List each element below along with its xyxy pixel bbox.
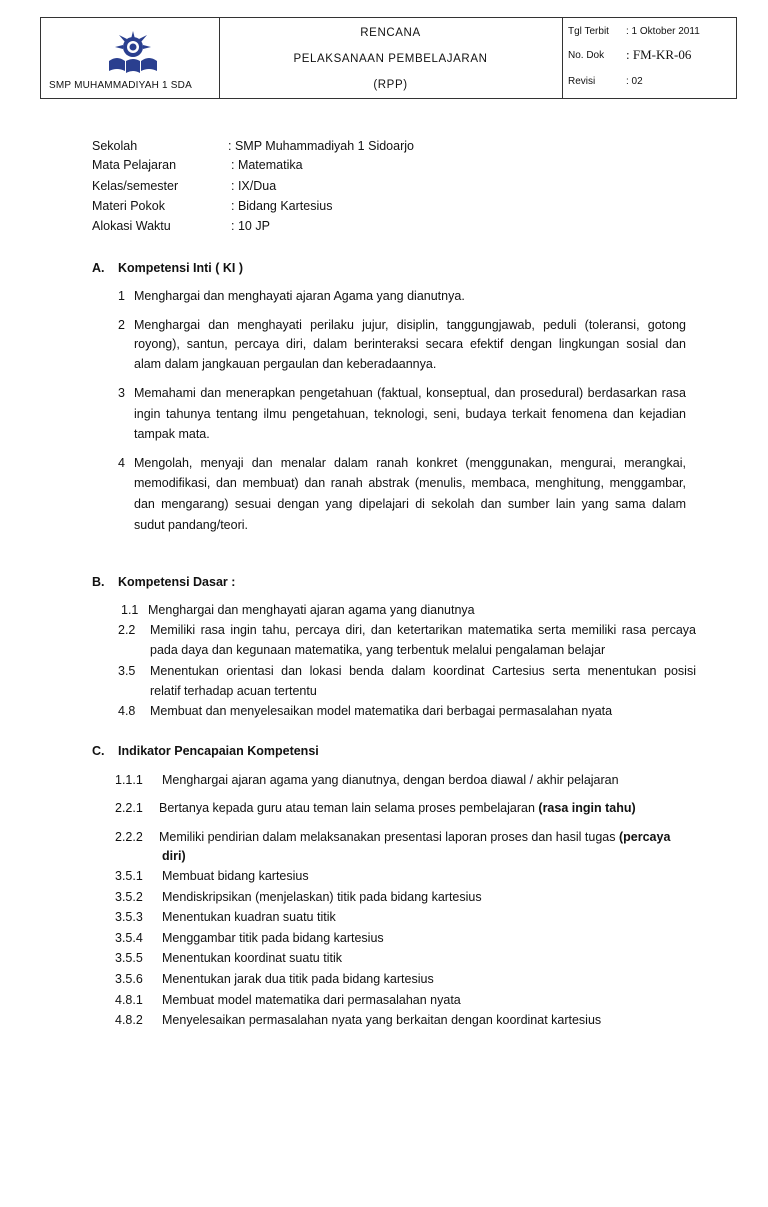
identity-label: Alokasi Waktu — [92, 219, 171, 233]
meta-label: Revisi — [568, 76, 596, 87]
indicator-number: 3.5.3 — [115, 910, 143, 924]
indicator-text — [159, 798, 636, 818]
item-text: pada daya dan kegunaan matematika, yang terbentuk melalui pengalaman belajar — [150, 643, 606, 657]
identity-value: : 10 JP — [231, 219, 270, 233]
school-name: SMP MUHAMMADIYAH 1 SDA — [49, 80, 192, 91]
indicator-plain: Bertanya kepada guru atau teman lain selama proses pembelajaran — [159, 801, 539, 815]
indicator-text: Menentukan jarak dua titik pada bidang kartesius — [162, 972, 434, 986]
indicator-text: Menggambar titik pada bidang kartesius — [162, 931, 384, 945]
identity-label: Mata Pelajaran — [92, 158, 177, 172]
section-letter: C. — [92, 744, 105, 758]
item-number: 3.5 — [118, 664, 136, 678]
indicator-text: Membuat model matematika dari permasalahan nyata — [162, 993, 461, 1007]
identity-value: : SMP Muhammadiyah 1 Sidoarjo — [228, 139, 414, 153]
item-text: Menentukan orientasi dan lokasi benda dalam koordinat Cartesius serta menentukan posisi — [150, 664, 696, 678]
section-title: Kompetensi Dasar : — [118, 575, 236, 589]
item-text: royong), santun, percaya diri, dalam berinteraksi secara efektif dengan lingkungan sosial dan — [134, 337, 686, 351]
indicator-number: 4.8.1 — [115, 993, 143, 1007]
indicator-number: 3.5.5 — [115, 951, 143, 965]
identity-label: Kelas/semester — [92, 179, 179, 193]
indicator-number: 1.1.1 — [115, 773, 143, 787]
indicator-number: 3.5.6 — [115, 972, 143, 986]
muhammadiyah-logo-icon — [103, 27, 163, 77]
meta-issue-date — [568, 26, 700, 37]
indicator-text: Mendiskripsikan (menjelaskan) titik pada bidang kartesius — [162, 890, 482, 904]
item-number: 4 — [118, 456, 125, 470]
item-text: relatif terhadap acuan tertentu — [150, 684, 317, 698]
indicator-text: Menentukan koordinat suatu titik — [162, 951, 342, 965]
item-text: Membuat dan menyelesaikan model matematika dari berbagai permasalahan nyata — [150, 704, 613, 718]
identity-value: : Matematika — [231, 158, 303, 172]
item-number: 2.2 — [118, 623, 136, 637]
header-meta-cell — [562, 18, 736, 98]
indicator-number: 3.5.4 — [115, 931, 143, 945]
title-line-3: (RPP) — [373, 79, 408, 91]
item-text: alam dalam jangkauan pergaulan dan keberadaannya. — [134, 357, 437, 371]
identity-label: Materi Pokok — [92, 199, 165, 213]
item-text: Mengolah, menyaji dan menalar dalam ranah konkret (menggunakan, mengurai, merangkai, — [134, 456, 686, 470]
section-title: Indikator Pencapaian Kompetensi — [118, 744, 319, 758]
item-text: Memiliki rasa ingin tahu, percaya diri, dan ketertarikan matematika serta memiliki rasa percaya — [150, 623, 696, 637]
header-logo-cell — [41, 18, 220, 98]
section-letter: B. — [92, 575, 105, 589]
indicator-emphasis: (percaya — [618, 830, 671, 844]
item-text: dan mengarang) sesuai dengan yang dipelajari di sekolah dan sumber lain yang sama dalam — [134, 497, 686, 511]
item-number: 3 — [118, 386, 125, 400]
indicator-text: Menghargai ajaran agama yang dianutnya, dengan berdoa diawal / akhir pelajaran — [162, 773, 619, 787]
item-number: 2 — [118, 318, 125, 332]
document-header — [40, 17, 737, 99]
indicator-plain: Memiliki pendirian dalam melaksanakan presentasi laporan proses dan hasil tugas — [159, 830, 619, 844]
item-number: 1 — [118, 289, 125, 303]
item-text: Menghargai dan menghayati perilaku jujur, disiplin, tanggungjawab, peduli (toleransi, gotong — [134, 318, 686, 332]
item-number: 4.8 — [118, 704, 136, 718]
meta-doc-no — [568, 47, 692, 62]
indicator-text: Menyelesaikan permasalahan nyata yang berkaitan dengan koordinat kartesius — [162, 1013, 602, 1027]
indicator-number: 4.8.2 — [115, 1013, 143, 1027]
indicator-number: 3.5.2 — [115, 890, 143, 904]
indicator-number: 3.5.1 — [115, 869, 143, 883]
item-text: tampak mata. — [134, 427, 210, 441]
item-text: Menghargai dan menghayati ajaran agama yang dianutnya — [148, 603, 475, 617]
item-text: ingin tahunya tentang ilmu pengetahuan, teknologi, seni, budaya terkait fenomena dan kejadian — [134, 407, 686, 421]
indicator-emphasis: (rasa ingin tahu) — [538, 801, 636, 815]
item-number: 1.1 — [121, 603, 139, 617]
meta-value: : FM-KR-06 — [626, 47, 692, 62]
meta-revision — [568, 76, 643, 87]
item-text: Memahami dan menerapkan pengetahuan (faktual, konseptual, dan prosedural) berdasarkan rasa — [134, 386, 686, 400]
title-line-2: PELAKSANAAN PEMBELAJARAN — [293, 53, 488, 65]
meta-value: : 02 — [626, 76, 643, 87]
item-text: memodifikasi, dan membuat) dan ranah abstrak (menulis, membaca, menghitung, menggambar, — [134, 476, 686, 490]
indicator-text — [159, 827, 670, 847]
meta-value: : 1 Oktober 2011 — [626, 26, 700, 37]
identity-value: : IX/Dua — [231, 179, 277, 193]
identity-value: : Bidang Kartesius — [231, 199, 333, 213]
meta-label: Tgl Terbit — [568, 26, 609, 37]
identity-label: Sekolah — [92, 139, 138, 153]
item-text: Menghargai dan menghayati ajaran Agama yang dianutnya. — [134, 289, 465, 303]
title-line-1: RENCANA — [360, 27, 421, 39]
item-text: sudut pandang/teori. — [134, 518, 248, 532]
indicator-number: 2.2.1 — [115, 801, 143, 815]
header-title-cell — [219, 18, 563, 98]
meta-label: No. Dok — [568, 50, 605, 61]
indicator-emphasis: diri) — [162, 849, 186, 863]
section-letter: A. — [92, 261, 105, 275]
section-title: Kompetensi Inti ( KI ) — [118, 261, 243, 275]
indicator-text: Membuat bidang kartesius — [162, 869, 309, 883]
indicator-number: 2.2.2 — [115, 830, 143, 844]
indicator-text: Menentukan kuadran suatu titik — [162, 910, 336, 924]
